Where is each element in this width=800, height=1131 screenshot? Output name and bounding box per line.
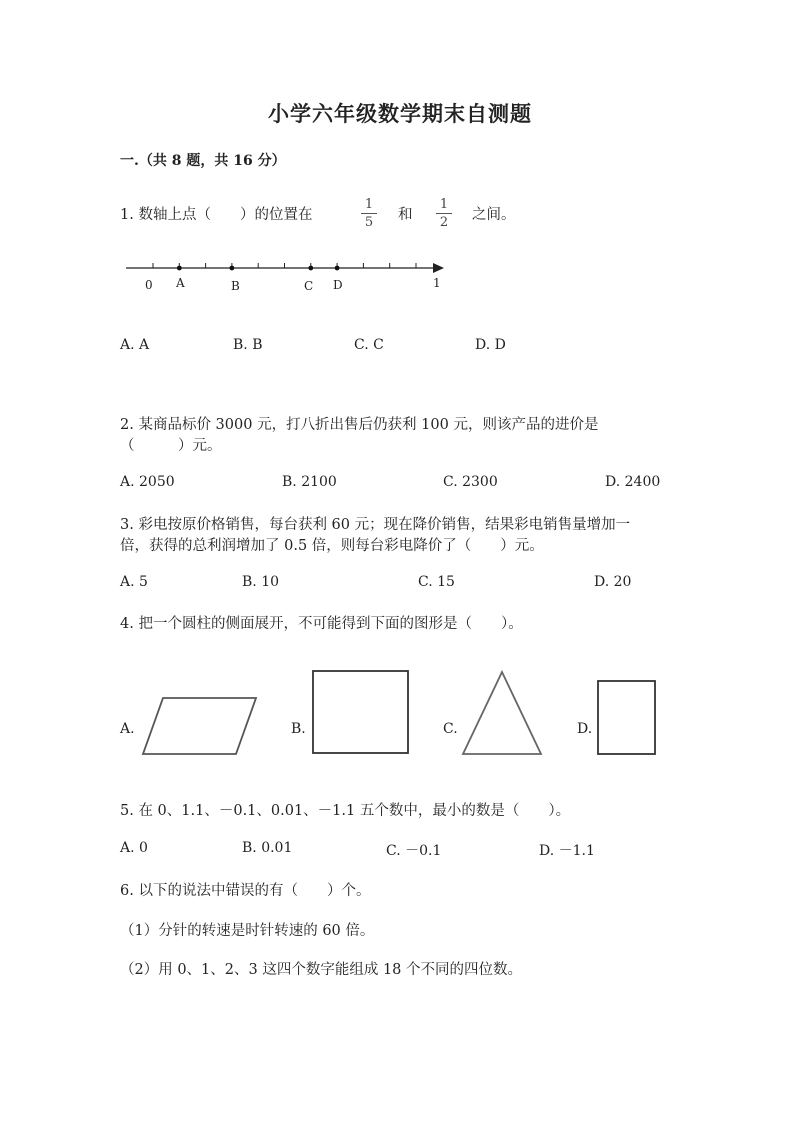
q2-option-b[interactable]: B. 2100 [282,474,337,490]
q2-text-line2: （ ）元。 [120,438,222,454]
number-line-zero-label: 0 [145,278,153,292]
q6-item-2: （2）用 0、1、2、3 这四个数字能组成 18 个不同的四位数。 [120,962,523,978]
q1-fraction-1-numerator: 1 [364,197,374,212]
q2-option-d[interactable]: D. 2400 [605,474,661,490]
q3-option-a[interactable]: A. 5 [120,574,148,590]
q3-option-b[interactable]: B. 10 [242,574,280,590]
q1-fraction-2-numerator: 1 [439,197,449,212]
q6-item-1: （1）分针的转速是时针转速的 60 倍。 [120,923,375,939]
q2-option-a[interactable]: A. 2050 [120,474,175,490]
number-line-point-label-a: A [176,276,185,290]
q1-text-after: 之间。 [472,207,516,223]
q1-fraction-1-denominator: 5 [364,215,374,230]
q2-option-c[interactable]: C. 2300 [443,474,498,490]
q5-option-d[interactable]: D. －1.1 [539,843,595,859]
number-line-one-label: 1 [433,276,441,290]
q1-option-c[interactable]: C. C [354,337,384,353]
q1-option-d[interactable]: D. D [475,337,506,353]
q1-text-before: 1. 数轴上点（ ）的位置在 [120,207,313,223]
q3-text-line1: 3. 彩电按原价格销售，每台获利 60 元；现在降价销售，结果彩电销售量增加一 [120,517,631,533]
q6-text: 6. 以下的说法中错误的有（ ）个。 [120,883,371,899]
q5-text: 5. 在 0、1.1、－0.1、0.01、－1.1 五个数中，最小的数是（ ）。 [120,803,571,819]
q3-option-d[interactable]: D. 20 [594,574,632,590]
q5-option-b[interactable]: B. 0.01 [242,840,293,856]
number-line-point-label-c: C [304,279,314,293]
q4-option-c[interactable]: C. [443,721,458,737]
section-heading: 一.（共 8 题，共 16 分） [120,153,286,169]
q4-option-a[interactable]: A. [120,721,135,737]
q1-option-a[interactable]: A. A [120,337,150,353]
q5-option-c[interactable]: C. －0.1 [386,843,442,859]
q1-option-b[interactable]: B. B [233,337,263,353]
number-line-point-label-b: B [231,279,240,293]
q1-and: 和 [398,207,413,223]
q4-text: 4. 把一个圆柱的侧面展开，不可能得到下面的图形是（ ）。 [120,616,523,632]
q3-option-c[interactable]: C. 15 [418,574,455,590]
q4-option-d[interactable]: D. [577,721,593,737]
q2-text-line1: 2. 某商品标价 3000 元，打八折出售后仍获利 100 元，则该产品的进价是 [120,417,599,433]
number-line-point-label-d: D [333,278,343,292]
q4-option-b[interactable]: B. [291,721,306,737]
page-title: 小学六年级数学期末自测题 [268,101,532,126]
q5-option-a[interactable]: A. 0 [120,840,148,856]
q1-fraction-2-denominator: 2 [439,215,449,230]
q3-text-line2: 倍，获得的总利润增加了 0.5 倍，则每台彩电降价了（ ）元。 [120,538,544,554]
